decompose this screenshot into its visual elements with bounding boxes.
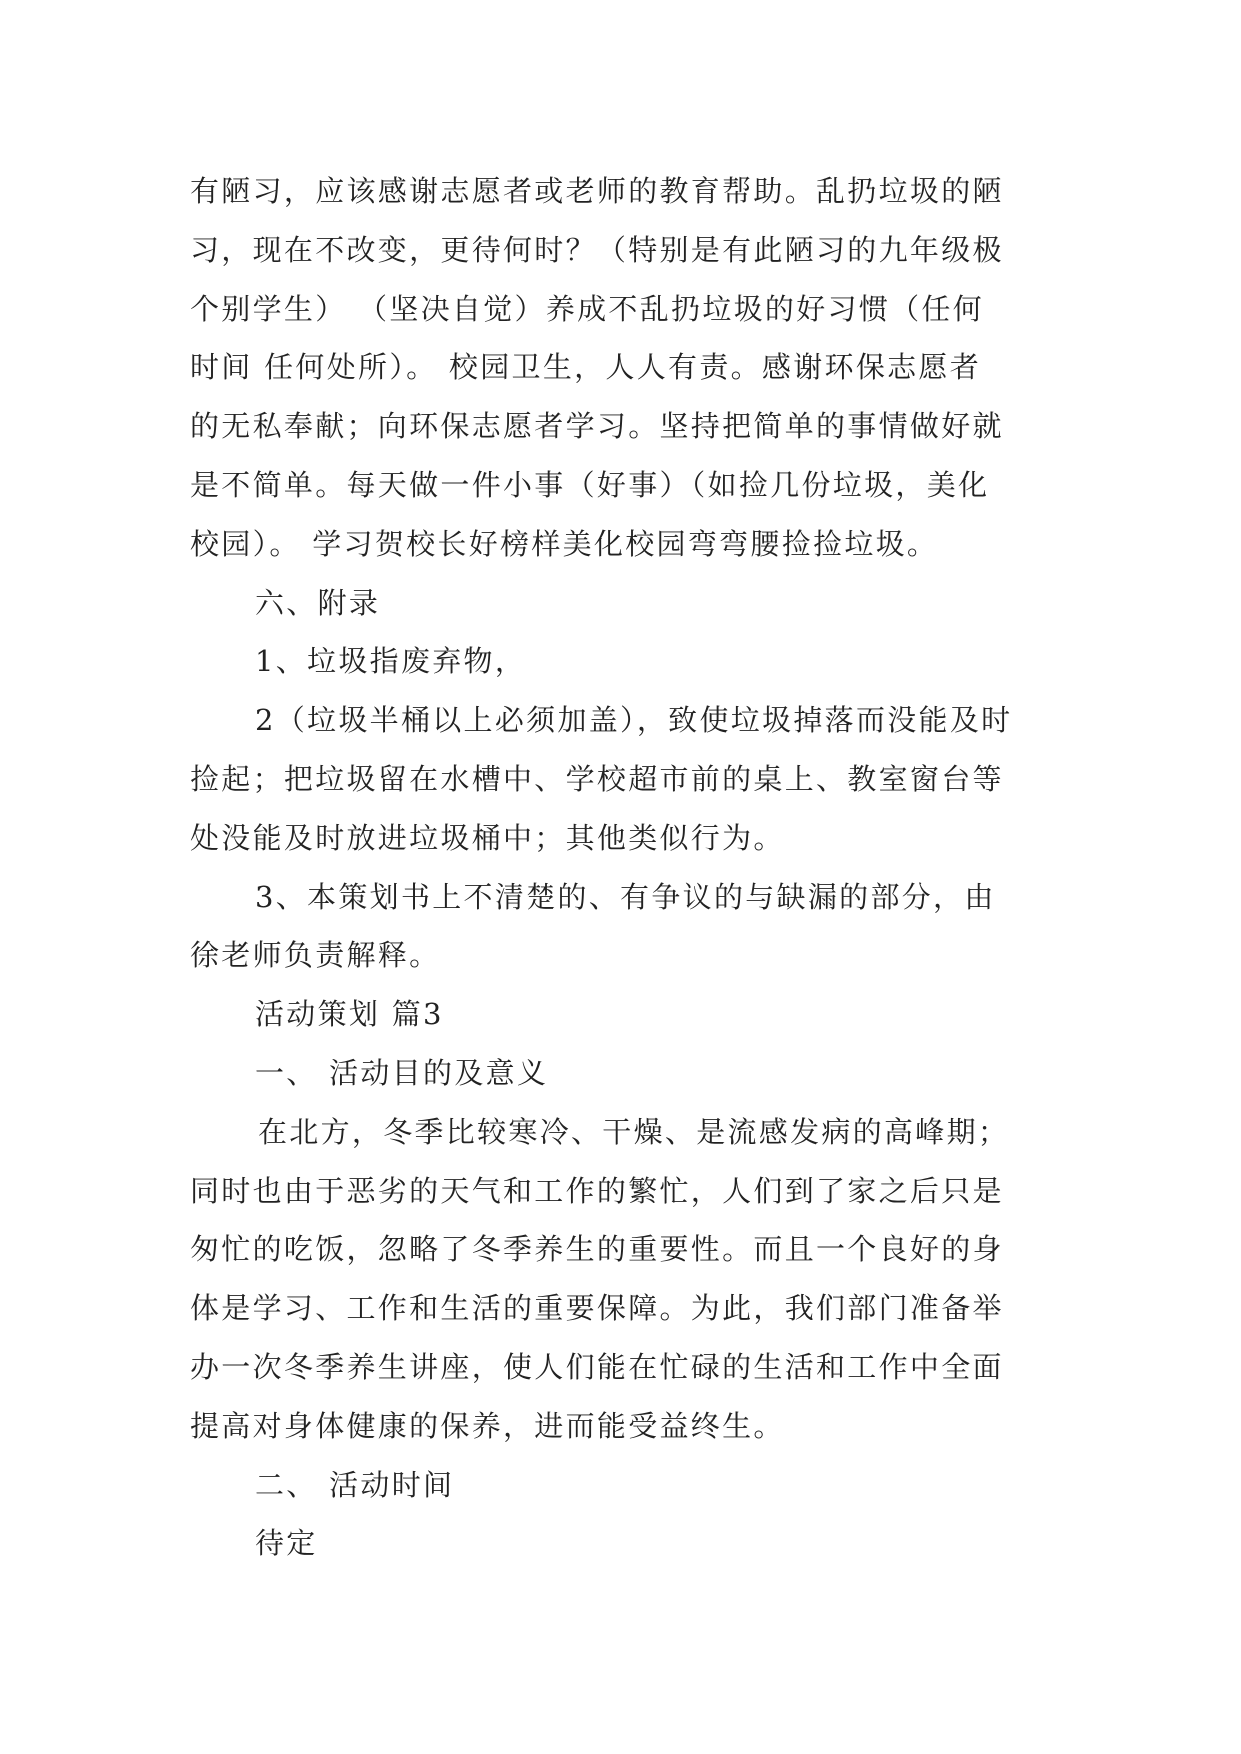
appendix-item: 2（垃圾半桶以上必须加盖），致使垃圾掉落而没能及时 — [255, 703, 1013, 738]
paragraph-line: 有陋习，应该感谢志愿者或老师的教育帮助。乱扔垃圾的陋 — [190, 174, 1004, 208]
section-heading: 二、 活动时间 — [255, 1467, 455, 1502]
appendix-item: 3、本策划书上不清楚的、有争议的与缺漏的部分，由 — [255, 879, 996, 914]
paragraph-line: 捡起；把垃圾留在水槽中、学校超市前的桌上、教室窗台等 — [190, 761, 1004, 796]
section-heading: 六、附录 — [255, 585, 381, 620]
article-title: 活动策划 篇3 — [255, 997, 444, 1032]
paragraph-line: 是不简单。每天做一件小事（好事）（如捡几份垃圾，美化 — [190, 467, 990, 502]
paragraph-line: 时间 任何处所）。 校园卫生，人人有责。感谢环保志愿者 — [190, 350, 982, 385]
paragraph-line: 匆忙的吃饭，忽略了冬季养生的重要性。而且一个良好的身 — [190, 1232, 1004, 1267]
paragraph-line: 提高对身体健康的保养，进而能受益终生。 — [190, 1408, 785, 1443]
paragraph-line: 体是学习、工作和生活的重要保障。为此，我们部门准备举 — [190, 1291, 1004, 1326]
paragraph-line: 处没能及时放进垃圾桶中；其他类似行为。 — [190, 820, 785, 855]
document-body — [190, 162, 1060, 1573]
paragraph-line: 待定 — [255, 1526, 318, 1561]
paragraph-line: 在北方，冬季比较寒冷、干燥、是流感发病的高峰期； — [258, 1114, 1010, 1149]
paragraph-line: 办一次冬季养生讲座，使人们能在忙碌的生活和工作中全面 — [190, 1349, 1004, 1384]
paragraph-line: 校园）。 学习贺校长好榜样美化校园弯弯腰捡捡垃圾。 — [190, 526, 939, 561]
paragraph-line: 同时也由于恶劣的天气和工作的繁忙，人们到了家之后只是 — [190, 1173, 1004, 1208]
appendix-item: 1、垃圾指废弃物， — [255, 644, 527, 679]
paragraph-line: 习，现在不改变，更待何时？（特别是有此陋习的九年级极 — [190, 232, 1004, 267]
section-heading: 一、 活动目的及意义 — [255, 1055, 549, 1090]
paragraph-line: 个别学生） （坚决自觉）养成不乱扔垃圾的好习惯（任何 — [190, 291, 985, 326]
paragraph-line: 徐老师负责解释。 — [190, 938, 441, 973]
paragraph-line: 的无私奉献；向环保志愿者学习。坚持把简单的事情做好就 — [190, 409, 1004, 444]
